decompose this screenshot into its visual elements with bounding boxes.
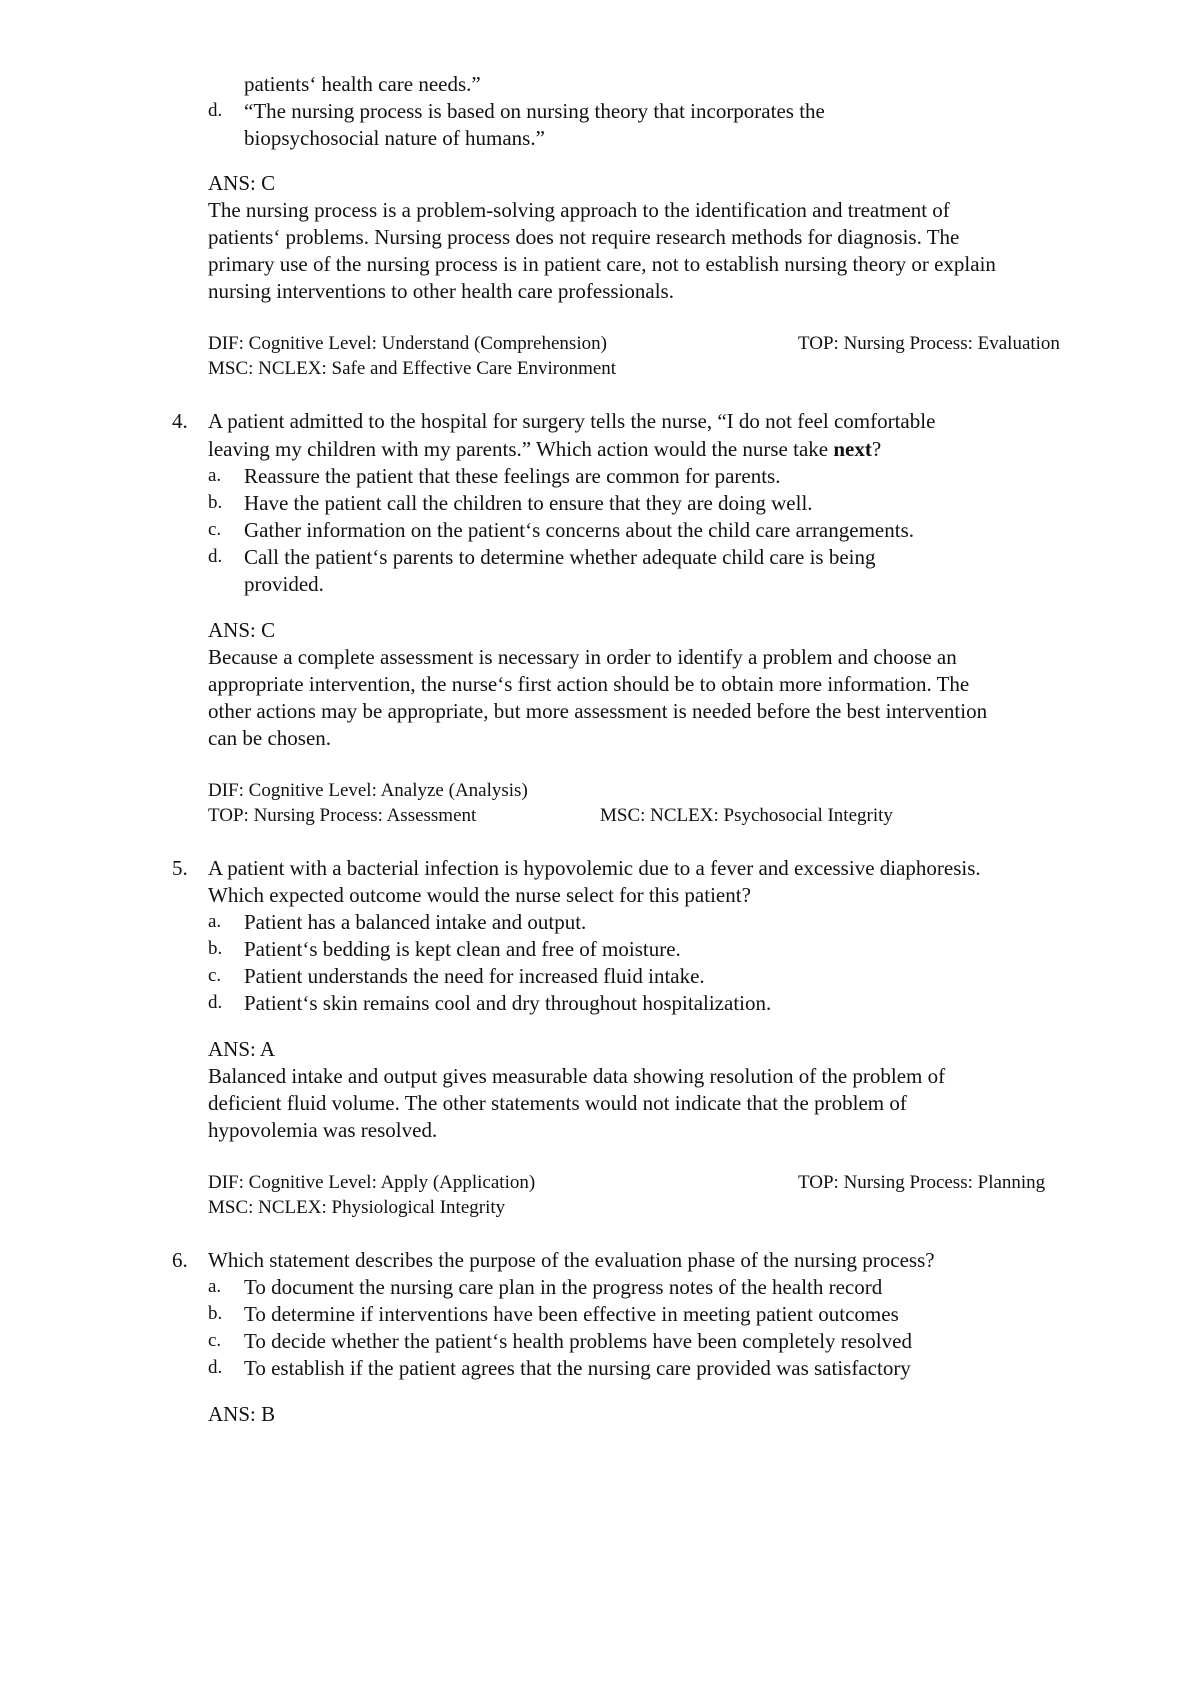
option-letter: d.: [208, 546, 223, 567]
question-stem: leaving my children with my parents.” Which action would the nurse take next?: [208, 437, 882, 461]
option-text: Have the patient call the children to ensure that they are doing well.: [244, 491, 813, 515]
option-text: Patient understands the need for increased fluid intake.: [244, 964, 705, 988]
question-number: 6.: [172, 1248, 188, 1272]
topic-meta: TOP: Nursing Process: Evaluation: [798, 333, 1060, 354]
difficulty-meta: DIF: Cognitive Level: Apply (Application): [208, 1172, 536, 1193]
difficulty-meta: DIF: Cognitive Level: Understand (Comprehension): [208, 333, 607, 354]
option-letter: a.: [208, 1276, 222, 1297]
option-text: To determine if interventions have been effective in meeting patient outcomes: [244, 1302, 899, 1326]
category-meta: MSC: NCLEX: Safe and Effective Care Environment: [208, 358, 617, 379]
option-text: Reassure the patient that these feelings are common for parents.: [244, 464, 781, 488]
question-stem: Which statement describes the purpose of the evaluation phase of the nursing process?: [208, 1248, 935, 1272]
option-text: To establish if the patient agrees that the nursing care provided was satisfactory: [244, 1356, 911, 1380]
emphasis-next: next: [833, 437, 872, 461]
question-number: 5.: [172, 856, 188, 880]
answer-key: ANS: C: [208, 618, 276, 642]
option-text: Gather information on the patient‘s concerns about the child care arrangements.: [244, 518, 914, 542]
rationale-line: appropriate intervention, the nurse‘s first action should be to obtain more information. The: [208, 672, 970, 696]
question-number: 4.: [172, 409, 188, 433]
option-text: provided.: [244, 572, 324, 596]
option-text: To decide whether the patient‘s health problems have been completely resolved: [244, 1329, 912, 1353]
option-text: Patient has a balanced intake and output.: [244, 910, 587, 934]
answer-key: ANS: A: [208, 1037, 276, 1061]
question-stem: Which expected outcome would the nurse select for this patient?: [208, 883, 751, 907]
answer-key: ANS: C: [208, 171, 276, 195]
rationale-line: The nursing process is a problem-solving approach to the identification and treatment of: [208, 198, 950, 222]
option-letter: c.: [208, 519, 222, 540]
topic-meta: TOP: Nursing Process: Assessment: [208, 805, 477, 826]
question-stem: A patient with a bacterial infection is hypovolemic due to a fever and excessive diaphoresis.: [208, 856, 981, 880]
rationale-line: can be chosen.: [208, 726, 332, 750]
option-text: To document the nursing care plan in the progress notes of the health record: [244, 1275, 883, 1299]
option-letter: d.: [208, 100, 223, 121]
rationale-line: Balanced intake and output gives measurable data showing resolution of the problem of: [208, 1064, 946, 1088]
question-stem: A patient admitted to the hospital for surgery tells the nurse, “I do not feel comfortable: [208, 409, 936, 433]
option-letter: b.: [208, 492, 223, 513]
category-meta: MSC: NCLEX: Psychosocial Integrity: [600, 805, 893, 826]
rationale-line: deficient fluid volume. The other statements would not indicate that the problem of: [208, 1091, 907, 1115]
option-letter: c.: [208, 965, 222, 986]
option-text: Patient‘s skin remains cool and dry throughout hospitalization.: [244, 991, 772, 1015]
topic-meta: TOP: Nursing Process: Planning: [798, 1172, 1046, 1193]
option-letter: b.: [208, 1303, 223, 1324]
difficulty-meta: DIF: Cognitive Level: Analyze (Analysis): [208, 780, 528, 801]
option-text: “The nursing process is based on nursing theory that incorporates the: [244, 99, 825, 123]
option-c-continuation: patients‘ health care needs.”: [244, 72, 481, 96]
option-letter: c.: [208, 1330, 222, 1351]
option-letter: d.: [208, 992, 223, 1013]
rationale-line: hypovolemia was resolved.: [208, 1118, 438, 1142]
option-letter: a.: [208, 911, 222, 932]
option-letter: d.: [208, 1357, 223, 1378]
option-letter: b.: [208, 938, 223, 959]
rationale-line: other actions may be appropriate, but more assessment is needed before the best intervention: [208, 699, 988, 723]
rationale-line: patients‘ problems. Nursing process does not require research methods for diagnosis. The: [208, 225, 960, 249]
answer-key: ANS: B: [208, 1402, 276, 1426]
rationale-line: nursing interventions to other health care professionals.: [208, 279, 674, 303]
option-text: Call the patient‘s parents to determine whether adequate child care is being: [244, 545, 876, 569]
category-meta: MSC: NCLEX: Physiological Integrity: [208, 1197, 506, 1218]
option-letter: a.: [208, 465, 222, 486]
option-text: Patient‘s bedding is kept clean and free of moisture.: [244, 937, 681, 961]
rationale-line: Because a complete assessment is necessary in order to identify a problem and choose an: [208, 645, 957, 669]
rationale-line: primary use of the nursing process is in patient care, not to establish nursing theory or explain: [208, 252, 996, 276]
option-text: biopsychosocial nature of humans.”: [244, 126, 545, 150]
